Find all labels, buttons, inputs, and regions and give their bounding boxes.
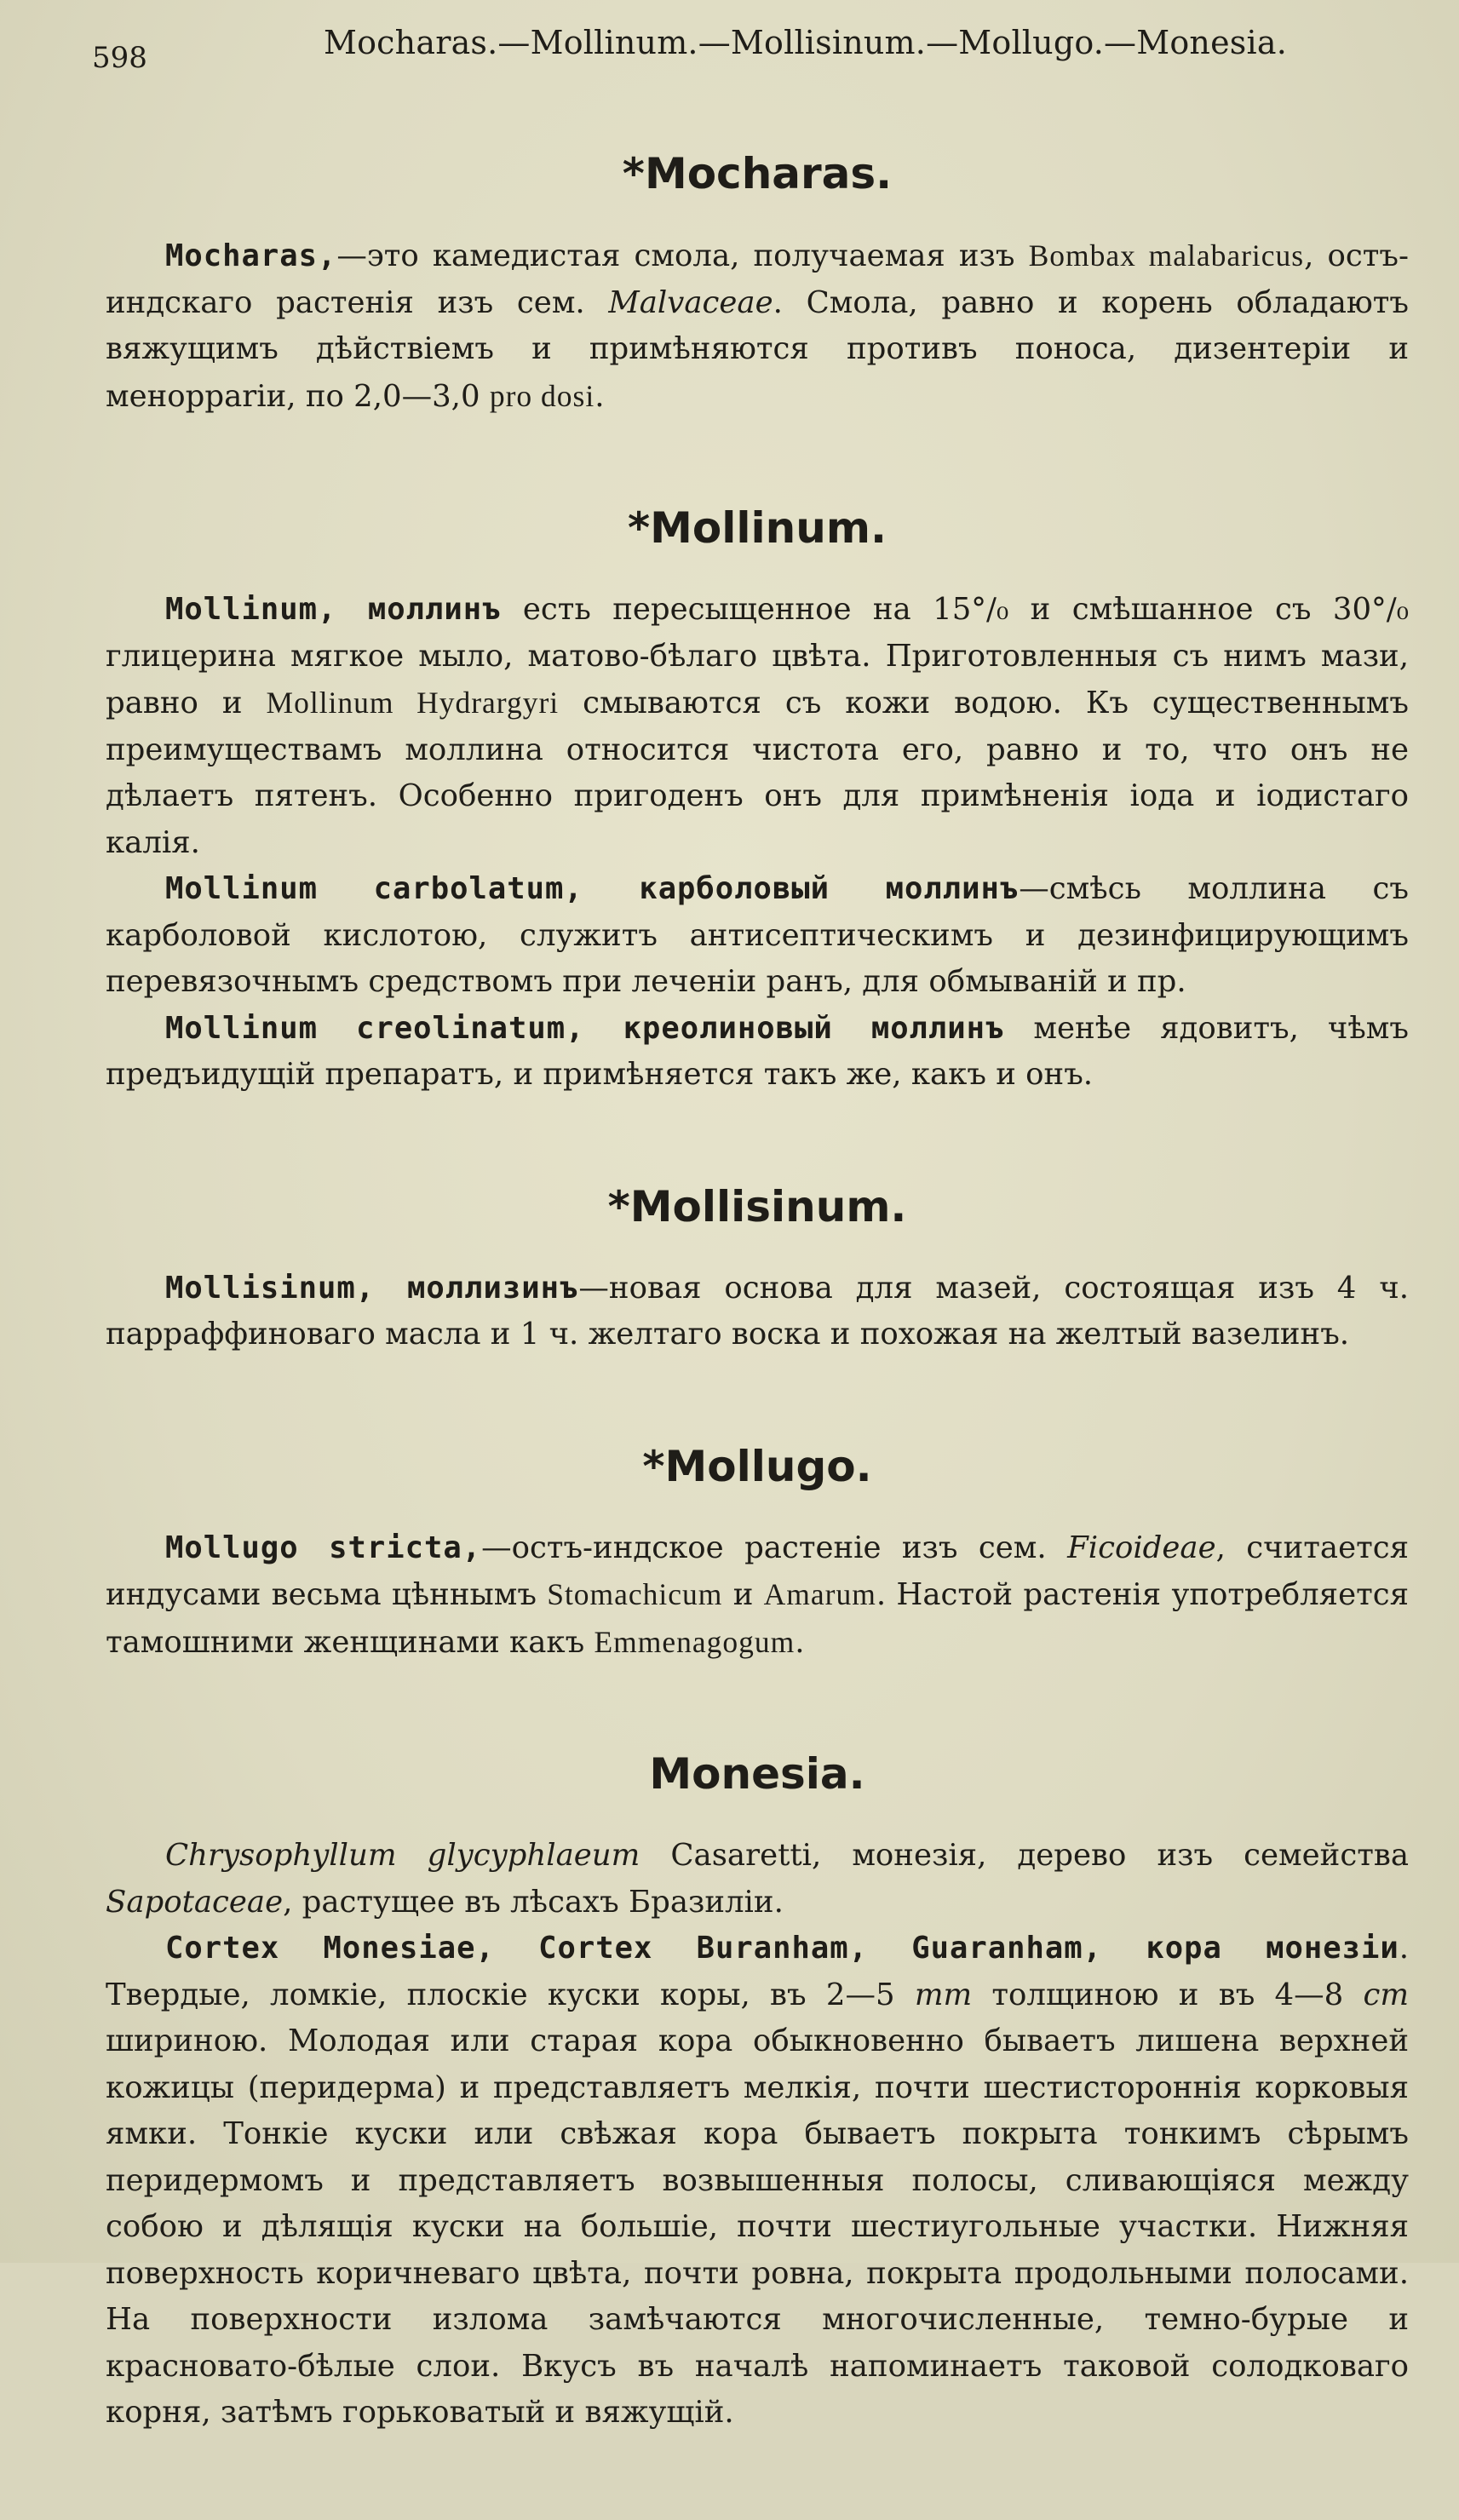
article-section	[106, 149, 1409, 420]
text-run: , остъ-индскаго растенія изъ сем.	[106, 238, 1409, 320]
text-run: , считается индусами весьма цѣннымъ	[106, 1530, 1410, 1612]
text-term: Cortex Monesiae, Cortex Buranham, Guaranham, кора монезіи	[165, 1931, 1399, 1966]
text-italic: Malvaceae	[608, 284, 773, 320]
paragraph	[106, 866, 1409, 1006]
text-italic: cm	[1363, 1977, 1410, 2012]
text-italic: mm	[914, 1977, 973, 2012]
page-number: 598	[92, 41, 147, 75]
text-run: смываются съ кожи водою. Къ существеннымъ преимуществамъ моллина относится чистота его, равно и то, что онъ не дѣлаетъ пятенъ. Особенно пригоденъ онъ для примѣненія іода и іодистаго калія.	[106, 686, 1409, 860]
paragraph	[106, 587, 1409, 866]
page-header	[92, 24, 1382, 75]
paragraph	[106, 1525, 1409, 1667]
text-italic: Sapotaceae	[106, 1884, 284, 1920]
text-term: Mocharas,	[165, 238, 337, 273]
text-run: . Смола, равно и корень обладаютъ вяжущимъ дѣйствіемъ и примѣняются противъ поноса, дизентеріи и менорраrіи, по 2,0—3,0	[106, 284, 1409, 414]
text-term: Mollinum creolinatum, креолиновый моллинъ	[165, 1010, 1005, 1046]
text-run: Casaretti, монезія, дерево изъ семейства	[640, 1838, 1409, 1873]
section-title: Monesia.	[649, 1749, 865, 1799]
text-term: Mollinum carbolatum, карболовый моллинъ	[165, 871, 1020, 906]
article-section	[106, 1442, 1409, 1667]
text-run: менѣе ядовитъ, чѣмъ предъидущій препаратъ, и примѣняется такъ же, какъ и онъ.	[106, 1010, 1409, 1092]
text-run: шириною. Молодая или старая кора обыкновенно бываетъ лишена верхней кожицы (перидерма) и представляетъ мелкія, почти шестистороннія корковыя ямки. Тонкіе куски или свѣжая кора бываетъ покрыта тонкимъ сѣрымъ перидермомъ и представляетъ возвышенныя полосы, сливающіяся между собою и дѣлящія куски на большіе, почти шестиугольные участки. Нижняя поверхность коричневаго цвѣта, почти ровна, покрыта продольными полосами. На поверхности излома замѣчаются многочисленные, темно-бурые и красновато-бѣлые слои. Вкусъ въ началѣ напоминаетъ таковой солодковаго корня, затѣмъ горьковатый и вяжущій.	[106, 2023, 1409, 2430]
section-title: *Mollisinum.	[607, 1181, 907, 1231]
text-latin: pro dosi	[489, 378, 595, 413]
text-term: Mollinum, моллинъ	[165, 592, 502, 627]
text-run: толщиною и въ 4—8	[972, 1977, 1364, 2012]
text-run: —смѣсь моллина съ карболовой кислотою, служитъ антисептическимъ и дезинфицирующимъ перевязочнымъ средствомъ при леченіи ранъ, для обмываній и пр.	[106, 871, 1409, 999]
text-run: . Настой растенія употребляется тамошними женщинами какъ	[106, 1577, 1409, 1660]
section-title: *Mollinum.	[628, 503, 887, 553]
text-run: —это камедистая смола, получаемая изъ	[336, 238, 1029, 273]
text-italic: Ficoideae	[1067, 1530, 1216, 1565]
text-latin: Mollinum Hydrargyri	[266, 686, 560, 720]
paragraph	[106, 1833, 1409, 1926]
text-run: .	[795, 1624, 805, 1660]
text-run: .	[595, 378, 605, 414]
paragraph	[106, 1926, 1409, 2437]
article-section	[106, 1182, 1409, 1358]
text-run: и	[722, 1577, 764, 1612]
text-italic: Chrysophyllum glycyphlaeum	[165, 1838, 640, 1873]
text-run: , растущее въ лѣсахъ Бразиліи.	[283, 1884, 784, 1920]
section-title: *Mollugo.	[642, 1441, 872, 1491]
page-content	[106, 149, 1409, 2520]
text-latin: Amarum	[763, 1577, 876, 1611]
text-latin: Bombax malabaricus	[1028, 238, 1305, 273]
text-run: —остъ-индское растеніе изъ сем.	[481, 1530, 1068, 1565]
paragraph	[106, 1006, 1409, 1099]
text-latin: Stomachicum	[547, 1577, 723, 1611]
paragraph	[106, 1266, 1409, 1358]
text-run: —новая основа для мазей, состоящая изъ 4 ч. парраффиноваго масла и 1 ч. желтаго воска и похожая на желтый вазелинъ.	[106, 1270, 1409, 1352]
text-term: Mollugo stricta,	[165, 1530, 482, 1565]
text-run: есть пересыщенное на 15°/₀ и смѣшанное съ 30°/₀ глицерина мягкое мыло, матово-бѣлаго цвѣта. Приготовленныя съ нимъ мази, равно и	[106, 592, 1409, 720]
section-title: *Mocharas.	[622, 149, 893, 198]
article-section	[106, 503, 1409, 1099]
text-latin: Emmenagogum	[594, 1624, 796, 1659]
running-title: Mocharas.—Mollinum.—Mollisinum.—Mollugo.—Monesia.	[324, 24, 1287, 61]
article-section	[106, 1749, 1409, 2437]
text-run: . Твердые, ломкіе, плоскіе куски коры, въ 2—5	[106, 1931, 1409, 2012]
paragraph	[106, 232, 1409, 420]
text-term: Mollisinum, моллизинъ	[165, 1270, 579, 1306]
